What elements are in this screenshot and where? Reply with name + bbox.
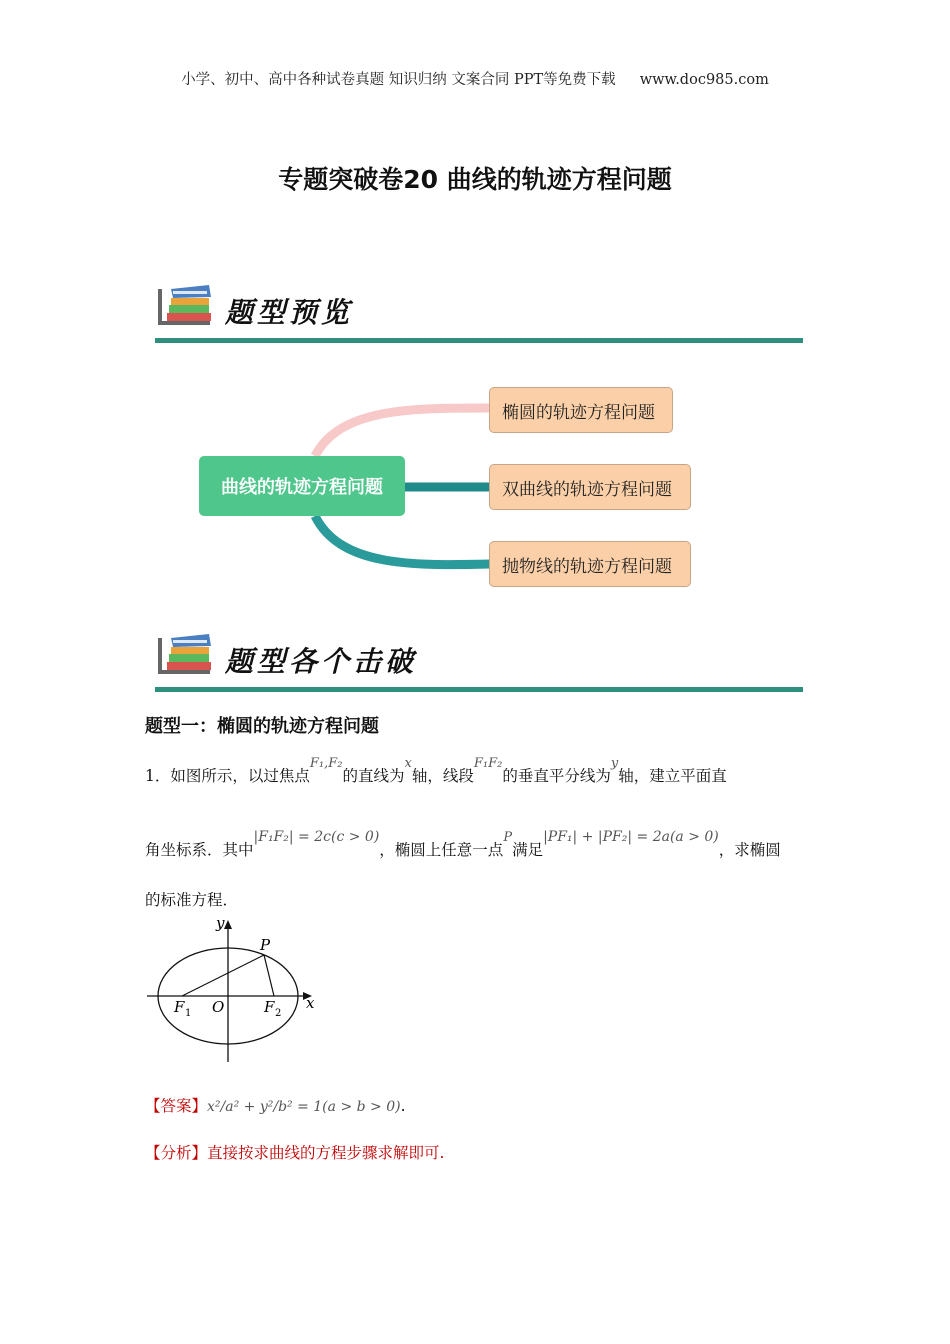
mindmap (150, 378, 710, 598)
page-header (0, 68, 950, 89)
question-line-3: 的标准方程． (145, 891, 239, 909)
books-icon (157, 283, 215, 329)
answer-end: . (400, 1097, 406, 1115)
math-p: P (503, 830, 513, 845)
math-x: x (404, 756, 412, 771)
question-type-heading: 题型一：椭圆的轨迹方程问题 (145, 716, 379, 737)
label-f2: F (264, 998, 275, 1016)
label-y: y (216, 914, 225, 932)
mindmap-leaf-ellipse: 椭圆的轨迹方程问题 (489, 387, 673, 433)
question-line-2 (145, 829, 781, 860)
label-p: P (260, 936, 271, 954)
analysis-text: 直接按求曲线的方程步骤求解即可. (207, 1144, 445, 1162)
q-text: ，求椭圆 (718, 841, 781, 859)
q-text: 的垂直平分线为 (502, 767, 611, 785)
label-f1-sub: 1 (185, 1008, 192, 1019)
page-title: 专题突破卷20 曲线的轨迹方程问题 (278, 165, 672, 194)
q-text: 的直线为 (342, 767, 405, 785)
label-o: O (212, 998, 225, 1016)
label-x: x (306, 994, 315, 1012)
math-sum-distance: |PF₁| + |PF₂| = 2a(a > 0) (543, 829, 719, 845)
segment-pf2 (264, 955, 274, 996)
mindmap-leaf-parabola: 抛物线的轨迹方程问题 (489, 541, 691, 587)
header-text: 小学、初中、高中各种试卷真题 知识归纳 文案合同 PPT等免费下载 (181, 72, 616, 88)
answer-formula: x²/a² + y²/b² = 1(a > b > 0) (207, 1099, 401, 1115)
segment-pf1 (182, 955, 264, 996)
q-text: 1．如图所示，以过焦点 (145, 767, 310, 785)
q-text: 轴，线段 (411, 767, 474, 785)
label-f1: F (174, 998, 185, 1016)
q-text: ，椭圆上任意一点 (379, 841, 504, 859)
label-f2-sub: 2 (275, 1008, 282, 1019)
header-site[interactable]: www.doc985.com (639, 72, 769, 88)
math-segment: F₁F₂ (473, 756, 503, 771)
math-focal-distance: |F₁F₂| = 2c(c > 0) (253, 829, 380, 845)
answer-label: 【答案】 (145, 1097, 208, 1115)
section-banner-preview (155, 283, 803, 343)
q-text: 满足 (512, 841, 544, 859)
analysis-line (145, 1141, 444, 1163)
answer-line (145, 1094, 406, 1116)
mindmap-leaf-hyperbola: 双曲线的轨迹方程问题 (489, 464, 691, 510)
section-rule (155, 687, 803, 692)
connector-bottom (315, 516, 490, 565)
connector-top (315, 408, 490, 456)
q-text: 轴，建立平面直 (618, 767, 727, 785)
math-y: y (610, 756, 619, 771)
y-axis-arrow (224, 920, 232, 929)
question-line-1 (145, 756, 727, 786)
math-f1f2: F₁,F₂ (309, 756, 343, 771)
section-preview-label: 题型预览 (225, 296, 354, 329)
section-rule (155, 338, 803, 343)
ellipse-figure (142, 912, 327, 1064)
analysis-label: 【分析】 (145, 1144, 208, 1162)
q-text: 角坐标系．其中 (145, 841, 254, 859)
books-icon (157, 632, 215, 678)
mindmap-root: 曲线的轨迹方程问题 (199, 456, 405, 516)
section-breakthrough-label: 题型各个击破 (225, 645, 418, 678)
section-banner-breakthrough (155, 632, 803, 692)
